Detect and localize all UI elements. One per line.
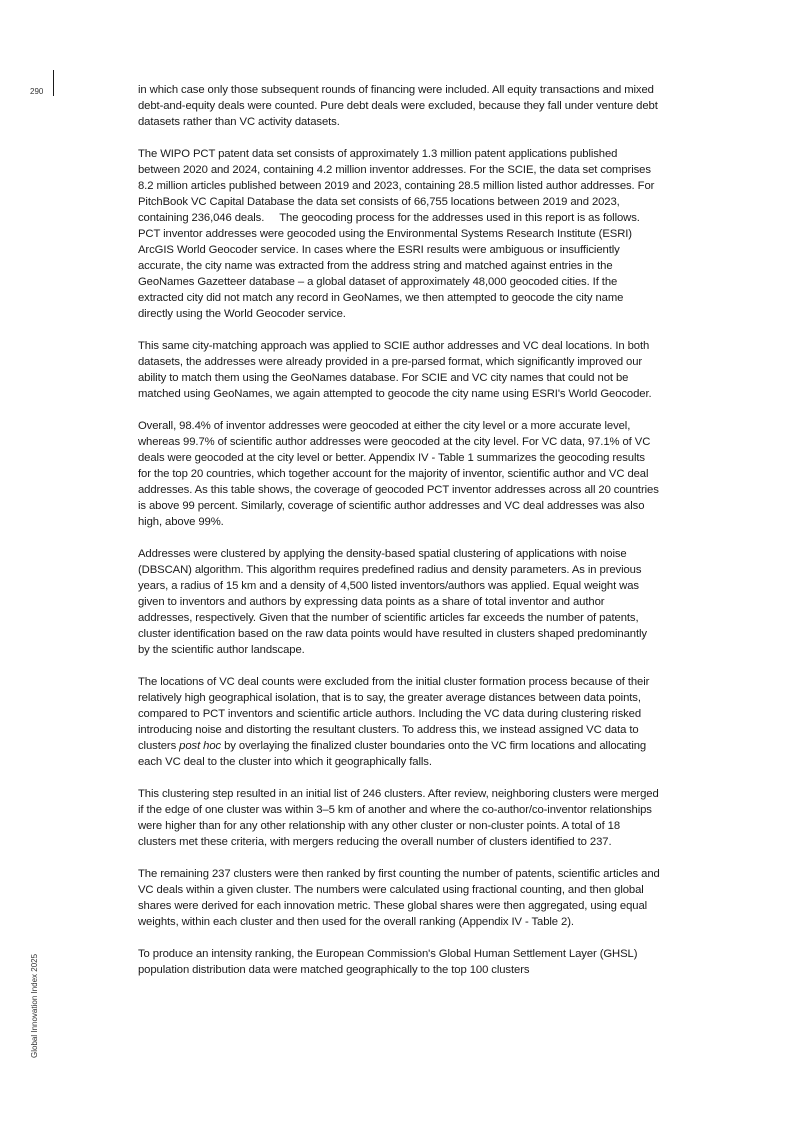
paragraph-4: Overall, 98.4% of inventor addresses were geocoded at either the city level or a more accurate level, whereas 99.7% of scientific author addresses were geocoded at the city level. For VC data, 97.1% of VC deals were geocoded at the city level or better. Appendix IV - Table 1 summarizes the geocoding results for the top 20 countries, which together account for the majority of inventor, scientific author and VC deal addresses. As this table shows, the coverage of geocoded PCT inventor addresses across all 20 countries is above 99 percent. Similarly, coverage of scientific author addresses and VC deal addresses was also high, above 99%. xyxy=(138,420,659,528)
paragraph-6 xyxy=(138,674,660,770)
paragraph-8: The remaining 237 clusters were then ranked by first counting the number of patents, scientific articles and VC deals within a given cluster. The numbers were calculated using fractional counting, and then global shares were derived for each innovation metric. These global shares were then aggregated, using equal weights, within each cluster and then used for the overall ranking (Appendix IV - Table 2). xyxy=(138,868,660,928)
body-text xyxy=(138,82,660,978)
paragraph-6-before: The locations of VC deal counts were excluded from the initial cluster formation process because of their relatively high geographical isolation, that is to say, the greater average distances between data points, compared to PCT inventors and scientific article authors. Including the VC data during clustering risked introducing noise and distorting the resultant clusters. To address this, we instead assigned VC data to clusters xyxy=(138,676,650,752)
page-number: 290 xyxy=(30,87,44,96)
side-title: Global Innovation Index 2025 xyxy=(30,953,39,1058)
paragraph-5: Addresses were clustered by applying the density-based spatial clustering of applications with noise (DBSCAN) algorithm. This algorithm requires predefined radius and density parameters. As in previous years, a radius of 15 km and a density of 4,500 listed inventors/authors was applied. Equal weight was given to inventors and authors by expressing data points as a share of total inventor and author addresses, respectively. Given that the number of scientific articles far exceeds the number of patents, cluster identification based on the raw data points would have resulted in clusters shaped predominantly by the scientific author landscape. xyxy=(138,548,647,656)
paragraph-7: This clustering step resulted in an initial list of 246 clusters. After review, neighboring clusters were merged if the edge of one cluster was within 3–5 km of another and where the co-author/co-inventor relationships were higher than for any other relationship with any other cluster or non-cluster points. A total of 18 clusters met these criteria, with mergers reducing the overall number of clusters identified to 237. xyxy=(138,788,659,848)
paragraph-9: To produce an intensity ranking, the European Commission's Global Human Settlement Layer (GHSL) population distribution data were matched geographically to the top 100 clusters xyxy=(138,948,638,976)
post-hoc-emphasis: post hoc xyxy=(179,740,222,752)
paragraph-2: The WIPO PCT patent data set consists of approximately 1.3 million patent applications published between 2020 and 2024, containing 4.2 million inventor addresses. For the SCIE, the data set comprises 8.2 million articles published between 2019 and 2023, containing 28.5 million listed author addresses. For PitchBook VC Capital Database the data set consists of 66,755 locations between 2019 and 2023, containing 236,046 deals. The geocoding process for the addresses used in this report is as follows. PCT inventor addresses were geocoded using the Environmental Systems Research Institute (ESRI) ArcGIS World Geocoder service. In cases where the ESRI results were ambiguous or insufficiently accurate, the city name was extracted from the address string and matched against entries in the GeoNames Gazetteer database – a global dataset of approximately 48,000 geocoded cities. If the extracted city did not match any record in GeoNames, we then attempted to geocode the city name directly using the World Geocoder service. xyxy=(138,148,658,320)
paragraph-3: This same city-matching approach was applied to SCIE author addresses and VC deal locations. In both datasets, the addresses were already provided in a pre-parsed format, which significantly improved our ability to match them using the GeoNames database. For SCIE and VC city names that could not be matched using GeoNames, we again attempted to geocode the city name using ESRI's World Geocoder. xyxy=(138,340,652,400)
page-rule xyxy=(53,70,54,96)
paragraph-1: in which case only those subsequent rounds of financing were included. All equity transactions and mixed debt-and-equity deals were counted. Pure debt deals were excluded, because they fall under venture debt datasets rather than VC activity datasets. xyxy=(138,84,658,128)
paragraph-6-after: by overlaying the finalized cluster boundaries onto the VC firm locations and allocating each VC deal to the cluster into which it geographically falls. xyxy=(138,740,647,768)
